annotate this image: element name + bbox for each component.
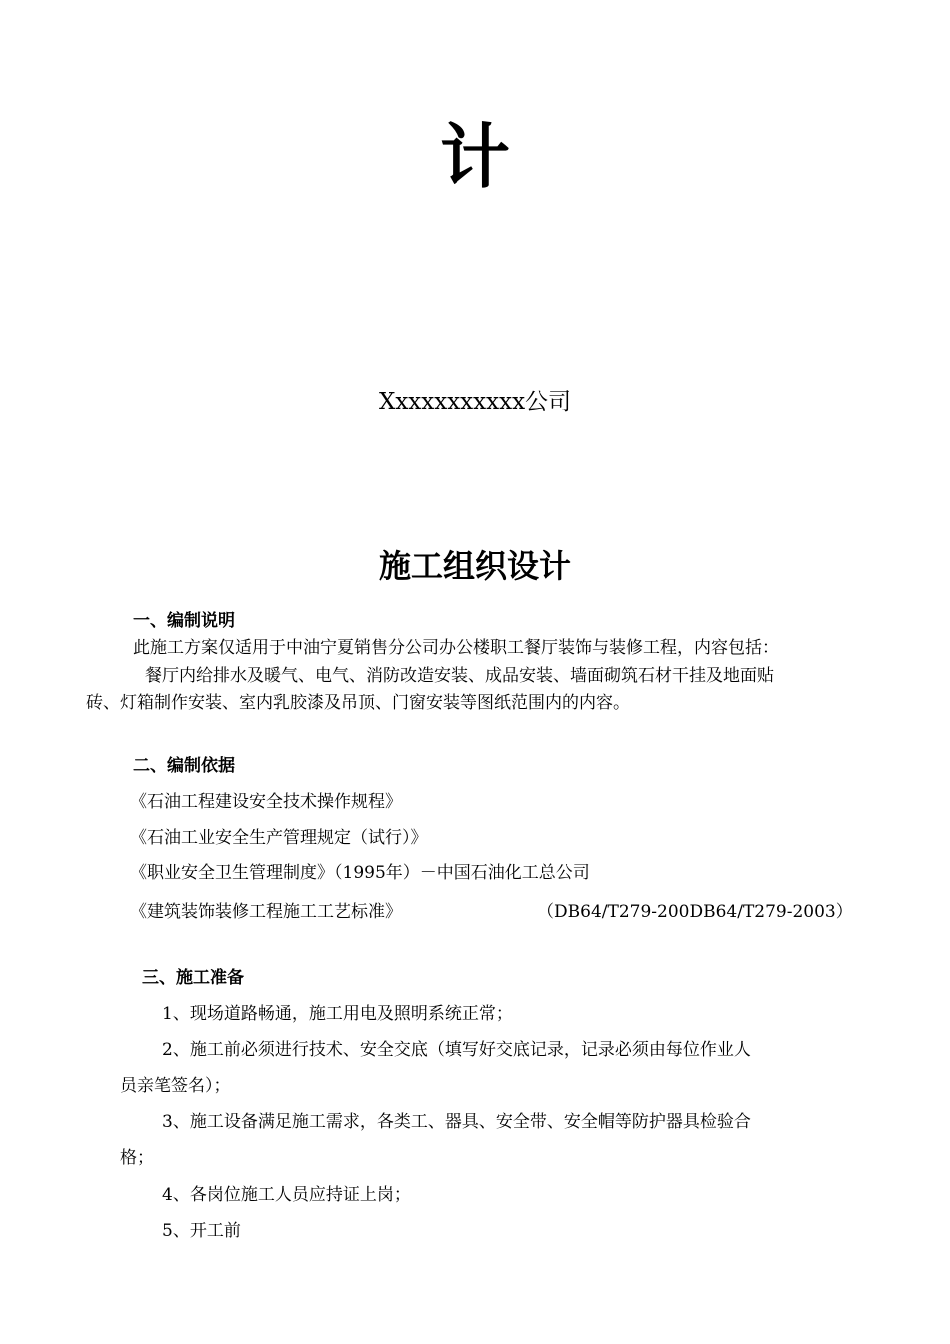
preparation-item-continued: 格； [120, 1148, 154, 1168]
document-title: 施工组织设计 [378, 547, 571, 585]
basis-list-item: 《职业安全卫生管理制度》（1995年）－中国石油化工总公司 [130, 863, 590, 883]
preparation-item: 5、开工前 [162, 1221, 241, 1241]
company-name: Xxxxxxxxxxx公司 [378, 389, 572, 415]
description-paragraph-line: 此施工方案仅适用于中油宁夏销售分公司办公楼职工餐厅装饰与装修工程，内容包括： [133, 638, 779, 658]
basis-list-item: 《石油工业安全生产管理规定（试行）》 [130, 828, 428, 848]
description-paragraph-line: 餐厅内给排水及暖气、电气、消防改造安装、成品安装、墙面砌筑石材干挂及地面贴 [145, 666, 774, 686]
standard-code: （DB64/T279-200DB64/T279-2003） [537, 902, 853, 922]
description-paragraph-line: 砖、灯箱制作安装、室内乳胶漆及吊顶、门窗安装等图纸范围内的内容。 [86, 693, 630, 713]
basis-list-item: 《石油工程建设安全技术操作规程》 [130, 792, 402, 812]
preparation-item-continued: 员亲笔签名）； [120, 1076, 231, 1096]
preparation-item: 1、现场道路畅通，施工用电及照明系统正常； [162, 1004, 513, 1024]
section-heading-description: 一、编制说明 [133, 611, 235, 631]
preparation-item: 2、施工前必须进行技术、安全交底（填写好交底记录，记录必须由每位作业人 [162, 1040, 751, 1060]
section-heading-basis: 二、编制依据 [133, 756, 235, 776]
preparation-item: 3、施工设备满足施工需求，各类工、器具、安全带、安全帽等防护器具检验合 [162, 1112, 751, 1132]
section-heading-preparation: 三、施工准备 [142, 968, 244, 988]
cover-title-char: 计 [440, 115, 510, 198]
preparation-item: 4、各岗位施工人员应持证上岗； [162, 1185, 411, 1205]
basis-list-item: 《建筑装饰装修工程施工工艺标准》 [130, 902, 402, 922]
